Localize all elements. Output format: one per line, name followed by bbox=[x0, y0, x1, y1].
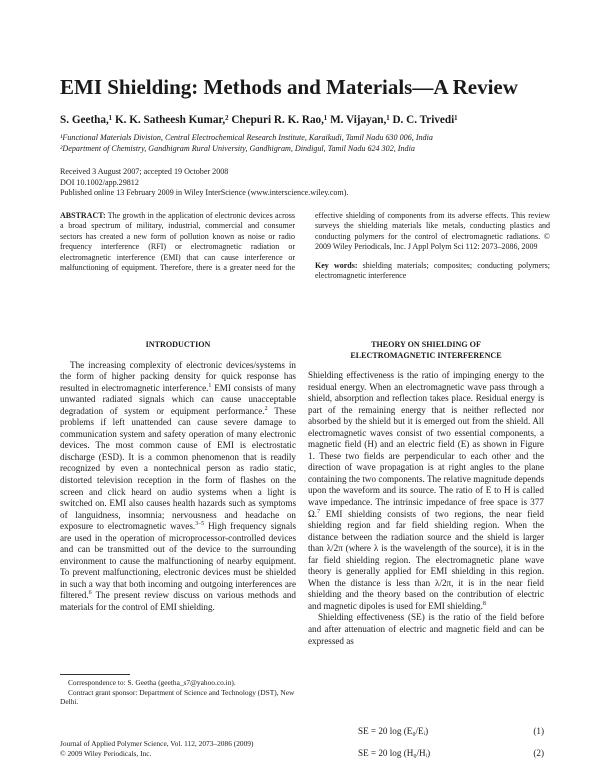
citation: 1 bbox=[208, 382, 212, 389]
equation-2 bbox=[308, 746, 544, 760]
affiliation-1: ¹Functional Materials Division, Central Electrochemical Research Institute, Karaikudi, Tamil Nadu 630 006, India bbox=[60, 133, 433, 142]
theory-paragraph-2: Shielding effectiveness (SE) is the ratio of the field before and after attenuation of electric and magnetic field and can be expressed as bbox=[308, 612, 544, 646]
keywords-paragraph bbox=[315, 261, 550, 282]
keywords-text: shielding materials; composites; conducting polymers; electromagnetic interference bbox=[315, 260, 550, 281]
equation-1 bbox=[308, 724, 544, 738]
received-dates: Received 3 August 2007; accepted 19 October 2008 bbox=[60, 167, 229, 176]
citation: 3–5 bbox=[195, 521, 205, 528]
citation: 6 bbox=[88, 590, 92, 597]
correspondence-note: Correspondence to: S. Geetha (geetha_s7@yahoo.co.in). bbox=[68, 678, 236, 687]
author-list: S. Geetha,¹ K. K. Satheesh Kumar,² Chepuri R. K. Rao,¹ M. Vijayan,¹ D. C. Trivedi¹ bbox=[60, 114, 458, 126]
introduction-paragraph: The increasing complexity of electronic devices/systems in the form of higher packing density for quick response has resulted in electromagnetic interference.$^1$ EMI consists of many unwanted radiated signals which can cause unacceptable degradation of system or equipment performance.$^2$ These problems if left unattended can cause severe damage to communication system and safety operation of many electronic devices. The most common cause of EMI is electrostatic discharge (ESD). It is a common phenomenon that is readily recognized by even a nontechnical person as radio static, distorted television reception in the form of flashes on the screen and click heard on audio systems when a light is switched on. EMI also causes health hazards such as symptoms of languidness, insomnia; nervousness and headache on exposure to electromagnetic waves.$^{3-5}$ High frequency signals are used in the operation of microprocessor-controlled devices and can be transmitted out of the device to the surrounding environment to cause the malfunctioning of nearby equipment. To prevent malfunctioning, electronic devices must be shielded in such a way that both incoming and outgoing interferences are filtered.$^6$ The present review discuss on various methods and materials for the control of EMI shielding. bbox=[60, 359, 297, 612]
doi: DOI 10.1002/app.29812 bbox=[60, 177, 139, 187]
equation-number: (2) bbox=[533, 748, 544, 758]
keywords-label: Key words: bbox=[315, 260, 358, 270]
theory-paragraph-1: Shielding effectiveness is the ratio of impinging energy to the residual energy. When an electromagnetic wave pass through a shield, absorption and reflection takes place. Residual energy is part of the remaining energy that is neither reflected nor absorbed by the shield but it is emerged out from the shield. All electromagnetic waves consist of two essential components, a magnetic field (H) and an electric field (E) as shown in Figure 1. These two fields are perpendicular to each other and the direction of wave propagation is at right angles to the plane containing the two components. The relative magnitude depends upon the waveform and its source. The ratio of E to H is called wave impedance. The intrinsic impedance of free space is 377 Ω.$^7$ EMI shielding consists of two regions, the near field shielding region and far field shielding region. When the distance between the radiation source and the shield is larger than λ/2π (where λ is the wavelength of the source), it is in the far field shielding region. The electromagnetic plane wave theory is generally applied for EMI shielding in this region. When the distance is less than λ/2π, it is in the near field shielding and the theory based on the contribution of electric and magnetic dipoles is used for EMI shielding.$^8$ bbox=[308, 370, 544, 611]
citation: 2 bbox=[264, 405, 268, 412]
citation: 7 bbox=[317, 508, 321, 515]
journal-name: Journal of Applied Polymer Science, Vol. 112, 2073–2086 (2009) bbox=[60, 739, 254, 748]
article-history bbox=[60, 167, 560, 199]
affiliation-2: ²Department of Chemistry, Gandhigram Rural University, Gandhigram, Dindigul, Tamil Nadu 624 302, India bbox=[60, 143, 415, 153]
citation: 8 bbox=[482, 600, 486, 607]
right-column bbox=[308, 340, 544, 647]
grant-sponsor-note: Contract grant sponsor: Department of Science and Technology (DST), New Delhi. bbox=[60, 687, 295, 706]
footnote-block bbox=[60, 674, 296, 707]
footnote-rule bbox=[60, 674, 130, 675]
abstract-text: The growth in the application of electronic devices across a broad spectrum of military, industrial, commercial and consumer sectors has created a new form of pollution known as noise or radio frequency interference (RFI) or electromagnetic radiation or electromagnetic interference (EMI) that can cause interference or malfunctioning of equipment. Therefore, there is a greater need for the effective shielding of components from its adverse effects. This review surveys the shielding materials like metals, conducting plastics and conducting polymers for the control of electromagnetic radiations. © 2009 Wiley Periodicals, Inc. J Appl Polym Sci 112: 2073–2086, 2009 bbox=[60, 211, 550, 273]
abstract-label: ABSTRACT: bbox=[60, 211, 106, 220]
affiliations bbox=[60, 133, 560, 154]
paper-title: EMI Shielding: Methods and Materials—A Review bbox=[60, 75, 518, 99]
left-column bbox=[60, 340, 296, 614]
equation-expression: SE = 20 log (E₀/Eᵢ) bbox=[358, 726, 429, 736]
published-online: Published online 13 February 2009 in Wiley InterScience (www.interscience.wiley.com). bbox=[60, 188, 349, 197]
theory-heading: THEORY ON SHIELDING OF ELECTROMAGNETIC INTERFERENCE bbox=[350, 340, 502, 360]
equation-expression: SE = 20 log (H₀/Hᵢ) bbox=[358, 748, 431, 758]
introduction-heading: INTRODUCTION bbox=[145, 340, 211, 349]
equation-number: (1) bbox=[533, 726, 544, 736]
abstract-block bbox=[60, 211, 550, 296]
copyright: © 2009 Wiley Periodicals, Inc. bbox=[60, 748, 152, 758]
